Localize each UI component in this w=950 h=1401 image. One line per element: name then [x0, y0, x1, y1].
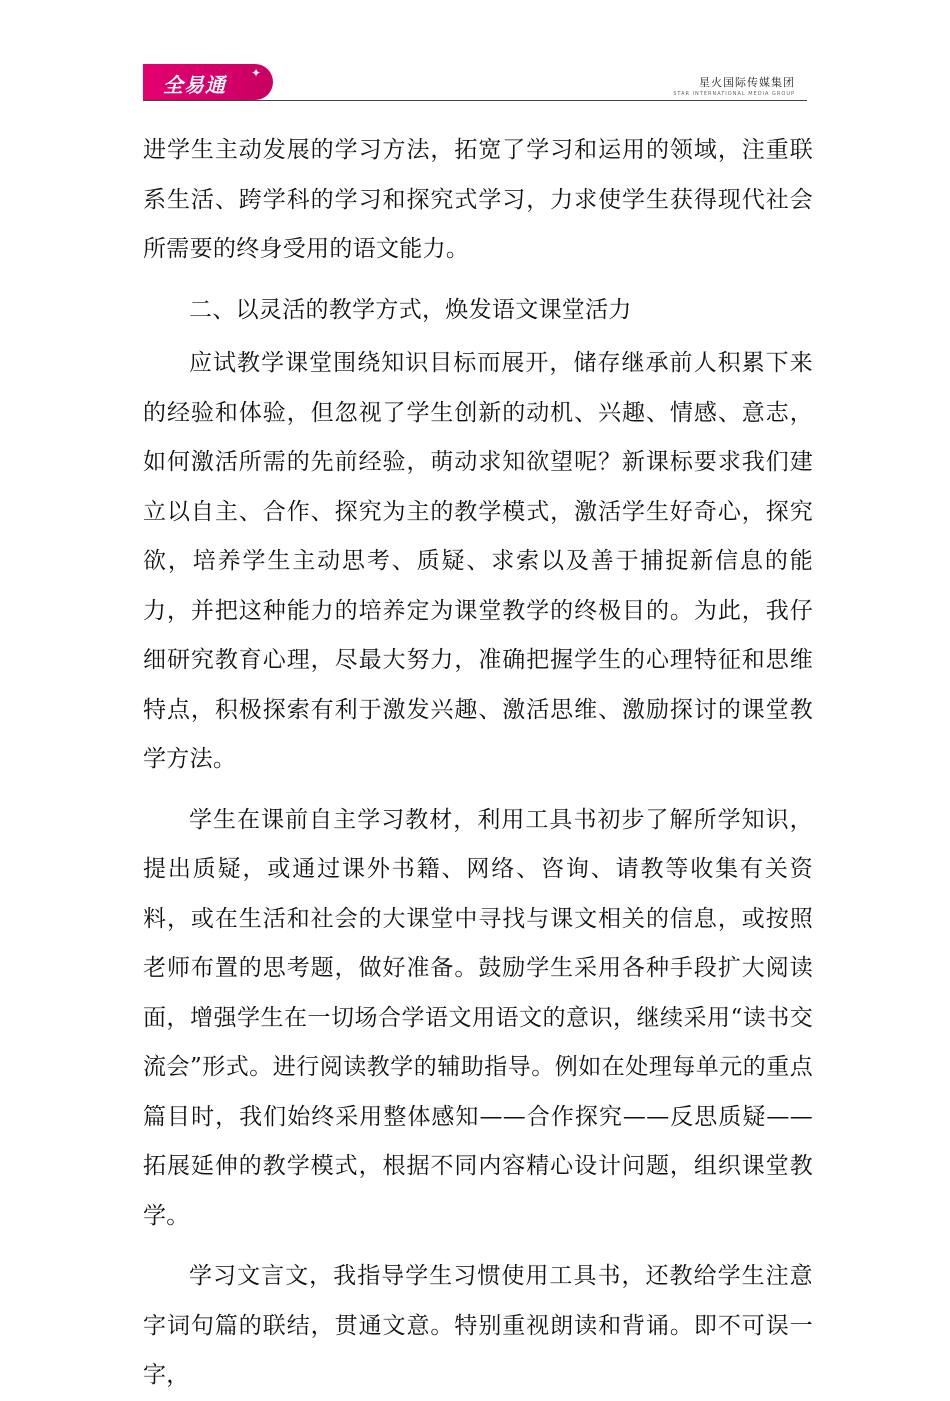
document-body [143, 126, 813, 1401]
sparkle-icon: ✦ [250, 66, 261, 80]
logo-text: 全易通 [163, 73, 226, 97]
paragraph: 学生在课前自主学习教材，利用工具书初步了解所学知识，提出质疑，或通过课外书籍、网络、咨询、请教等收集有关资料，或在生活和社会的大课堂中寻找与课文相关的信息，或按照老师布置的思考题，做好准备。鼓励学生采用各种手段扩大阅读面，增强学生在一切场合学语文用语文的意识，继续采用“读书交流会”形式。进行阅读教学的辅助指导。例如在处理每单元的重点篇目时，我们始终采用整体感知——合作探究——反思质疑——拓展延伸的教学模式，根据不同内容精心设计问题，组织课堂教学。 [143, 806, 813, 1229]
company-name [673, 74, 795, 97]
brand-logo [143, 64, 273, 100]
section-heading: 二、以灵活的教学方式，焕发语文课堂活力 [189, 296, 632, 323]
header-divider [143, 100, 807, 101]
paragraph: 学习文言文，我指导学生习惯使用工具书，还教给学生注意字词句篇的联结，贯通文意。特别重视朗读和背诵。即不可误一字， [143, 1263, 813, 1388]
paragraph-continuation: 进学生主动发展的学习方法，拓宽了学习和运用的领域，注重联系生活、跨学科的学习和探究式学习，力求使学生获得现代社会所需要的终身受用的语文能力。 [143, 137, 813, 262]
paragraph: 应试教学课堂围绕知识目标而展开，储存继承前人积累下来的经验和体验，但忽视了学生创新的动机、兴趣、情感、意志，如何激活所需的先前经验，萌动求知欲望呢？新课标要求我们建立以自主、合作、探究为主的教学模式，激活学生好奇心，探究欲，培养学生主动思考、质疑、求索以及善于捕捉新信息的能力，并把这种能力的培养定为课堂教学的终极目的。为此，我仔细研究教育心理，尽最大努力，准确把握学生的心理特征和思维特点，积极探索有利于激发兴趣、激活思维、激励探讨的课堂教学方法。 [143, 350, 813, 772]
company-name-en: STAR INTERNATIONAL MEDIA GROUP [673, 91, 795, 97]
company-name-cn: 星火国际传媒集团 [699, 76, 795, 89]
page-header [143, 62, 807, 102]
